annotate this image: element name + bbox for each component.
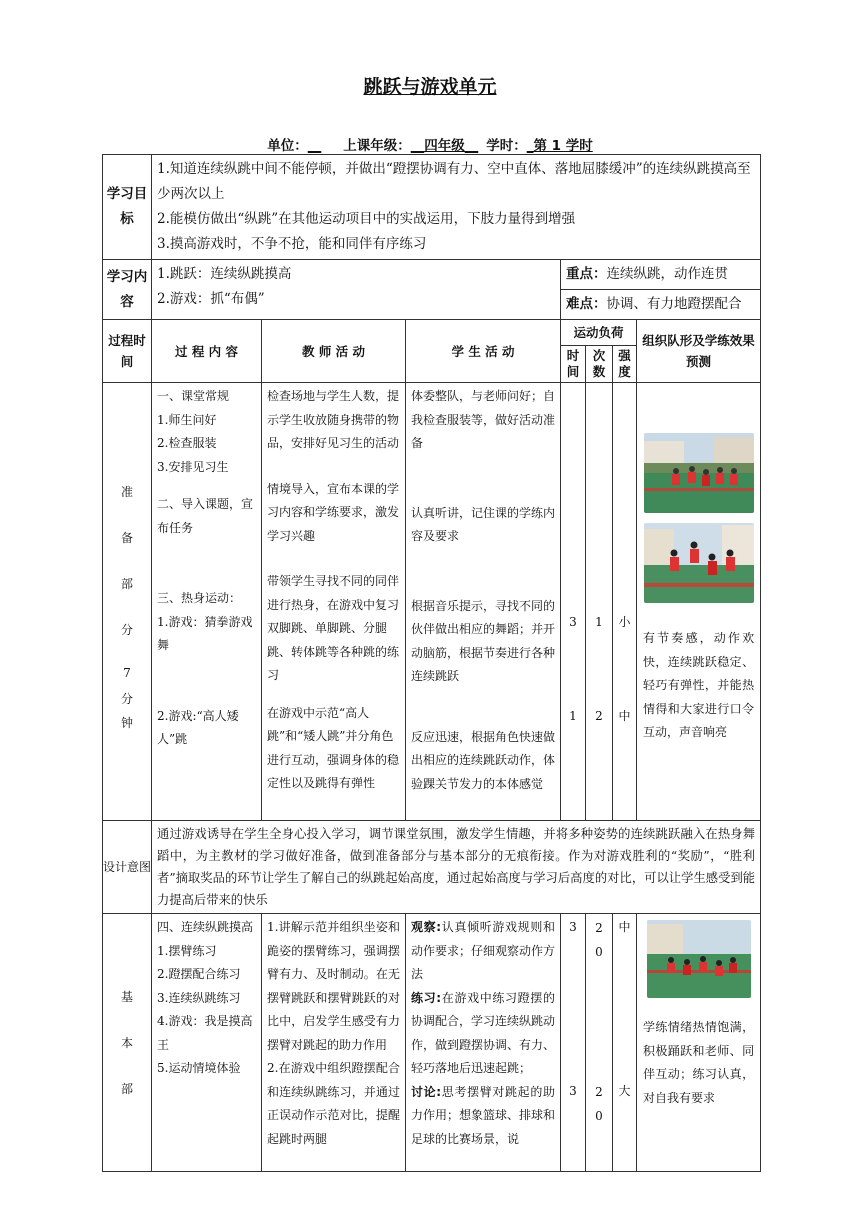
hours-label: 学时： (486, 138, 527, 154)
prep-organization-cell (637, 383, 761, 821)
teacher-activity: 在游戏中示范“高人跳”和“矮人跳”并分角色进行互动，强调身体的稳定性以及跳得有弹性 (267, 705, 400, 790)
prep-load-intensity: 小 中 (613, 383, 637, 821)
goal-item: 1.知道连续纵跳中间不能停顿，并做出“蹬摆协调有力、空中直体、落地屈膝缓冲”的连续纵跳摸高至少两次以上 (157, 161, 751, 202)
lesson-plan-table (102, 154, 761, 1172)
intent-text: 通过游戏诱导在学生全身心投入学习，调节课堂氛围，激发学生情趣，并将多种姿势的连续跳跃融入在热身舞蹈中，为主教材的学习做好准备，做到准备部分与基本部分的无痕衔接。作为对游戏胜利的“奖励”，“胜利者”摘取奖品的环节让学生了解自己的纵跳起始高度，通过起始高度与学习后高度的对比，可以让学生感受到能力提高后带来的快乐 (152, 821, 761, 914)
goals-cell (152, 155, 761, 260)
header-organization: 组织队形及学练效果预测 (637, 320, 761, 383)
header-student: 学 生 活 动 (406, 320, 561, 383)
header-load-intensity: 强度 (613, 346, 637, 383)
prep-student-cell (406, 383, 561, 821)
grade-label: 上课年级： (343, 138, 411, 154)
organization-effect: 有节奏感，动作欢快，连续跳跃稳定、轻巧有弹性，并能热情得和大家进行口令互动，声音响亮 (643, 631, 755, 739)
key-point: 重点：连续纵跳，动作连贯 (561, 260, 761, 290)
process-line: 三、热身运动： (157, 591, 242, 605)
process-line: 5.运动情境体验 (157, 1061, 241, 1075)
grade-value: __四年级__ (410, 138, 479, 154)
photo-jumping-students (644, 523, 754, 603)
student-activity: 反应迅速，根据角色快速做出相应的连续跳跃动作，体验踝关节发力的本体感觉 (411, 729, 556, 791)
prep-load-time: 3 1 (561, 383, 586, 821)
student-activity: 根据音乐提示，寻找不同的伙伴做出相应的舞蹈；并开动脑筋，根据节奏进行各种连续跳跃 (411, 598, 556, 683)
prep-load-count: 1 2 (586, 383, 613, 821)
process-line: 2.检查服装 (157, 436, 217, 450)
prep-duration-num: 7 (123, 665, 131, 680)
student-activity: 认真听讲，记住课的学练内容及要求 (411, 505, 556, 543)
teacher-activity: 检查场地与学生人数，提示学生收放随身携带的物品，安排好见习生的活动 (267, 389, 400, 450)
process-line: 3.安排见习生 (157, 459, 229, 474)
discuss-activity: 讨论:思考摆臂对跳起的助力作用；想象篮球、排球和足球的比赛场景，说 (411, 1084, 556, 1146)
header-load-count: 次数 (586, 346, 613, 383)
course-info-line (0, 134, 860, 154)
process-line: 2.蹬摆配合练习 (157, 967, 241, 981)
header-load: 运动负荷 (561, 320, 637, 346)
hours-value: _第 1 学时 (526, 138, 593, 154)
header-teacher: 教 师 活 动 (262, 320, 406, 383)
teacher-activity: 情境导入，宣布本课的学习内容和学练要求，激发学习兴趣 (267, 481, 400, 543)
intent-label: 设计意图 (103, 821, 152, 914)
process-line: 四、连续纵跳摸高 (157, 920, 254, 934)
header-load-time: 时间 (561, 346, 586, 383)
process-line: 3.连续纵跳练习 (157, 990, 241, 1005)
prep-process-cell (152, 383, 262, 821)
process-line: 1.摆臂练习 (157, 943, 217, 958)
header-time: 过程时间 (103, 320, 152, 383)
organization-effect: 学练情绪热情饱满，积极踊跃和老师、同伴互动；练习认真，对自我有要求 (643, 1020, 755, 1105)
basic-load-time: 3 3 (561, 914, 586, 1172)
process-line: 1.游戏：猜拳游戏舞 (157, 614, 253, 652)
basic-time-cell (103, 914, 152, 1172)
goal-item: 3.摸高游戏时，不争不抢，能和同伴有序练习 (157, 236, 427, 252)
difficulty-point: 难点：协调、有力地蹬摆配合 (561, 290, 761, 320)
basic-teacher-cell: 1.讲解示范并组织坐姿和跪姿的摆臂练习，强调摆臂有力、及时制动。在无摆臂跳跃和摆臂跳跃的对比中，启发学生感受有力摆臂对跳起的助力作用 2.在游戏中组织蹬摆配合和连续纵跳练习，并通过正误动作示范对比，提醒起跳时两腿 (262, 914, 406, 1172)
goals-label: 学习目标 (103, 155, 152, 260)
unit-label: 单位： (267, 138, 308, 154)
prep-teacher-cell (262, 383, 406, 821)
document-title: 跳跃与游戏单元 (363, 76, 497, 98)
content-cell (152, 260, 561, 320)
prep-duration-unit: 分钟 (120, 691, 133, 730)
basic-load-intensity: 中 大 (613, 914, 637, 1172)
process-line: 1.师生问好 (157, 412, 217, 427)
header-process: 过 程 内 容 (152, 320, 262, 383)
basic-label: 基本部 (120, 989, 133, 1096)
basic-load-count: 20 20 (586, 914, 613, 1172)
content-item: 1.跳跃：连续纵跳摸高 (157, 266, 292, 282)
photo-warmup-group (644, 433, 754, 513)
basic-organization-cell (637, 914, 761, 1172)
process-line: 4.游戏：我是摸高王 (157, 1014, 253, 1052)
teacher-activity: 带领学生寻找不同的同伴进行热身，在游戏中复习双脚跳、单脚跳、分腿跳、转体跳等各种跳的练习 (267, 574, 400, 682)
student-activity: 体委整队，与老师问好；自我检查服装等，做好活动准备 (411, 389, 556, 450)
process-line: 2.游戏:“高人矮人”跳 (157, 708, 239, 746)
content-item: 2.游戏：抓“布偶” (157, 291, 265, 307)
process-line: 一、课堂常规 (157, 389, 230, 403)
observe-activity: 观察:认真倾听游戏规则和动作要求；仔细观察动作方法 (411, 920, 556, 981)
basic-student-cell (406, 914, 561, 1172)
unit-value: __ (307, 138, 322, 154)
practice-activity: 练习:在游戏中练习蹬摆的协调配合，学习连续纵跳动作，做到蹬摆协调、有力、轻巧落地后迅速起跳； (411, 990, 556, 1075)
goal-item: 2.能模仿做出“纵跳”在其他运动项目中的实战运用，下肢力量得到增强 (157, 211, 576, 227)
photo-practice-group (647, 920, 751, 998)
process-line: 二、导入课题，宣布任务 (157, 497, 254, 535)
prep-time-cell (103, 383, 152, 821)
basic-process-cell (152, 914, 262, 1172)
content-label: 学习内容 (103, 260, 152, 320)
prep-label: 准备部分 (120, 484, 133, 637)
